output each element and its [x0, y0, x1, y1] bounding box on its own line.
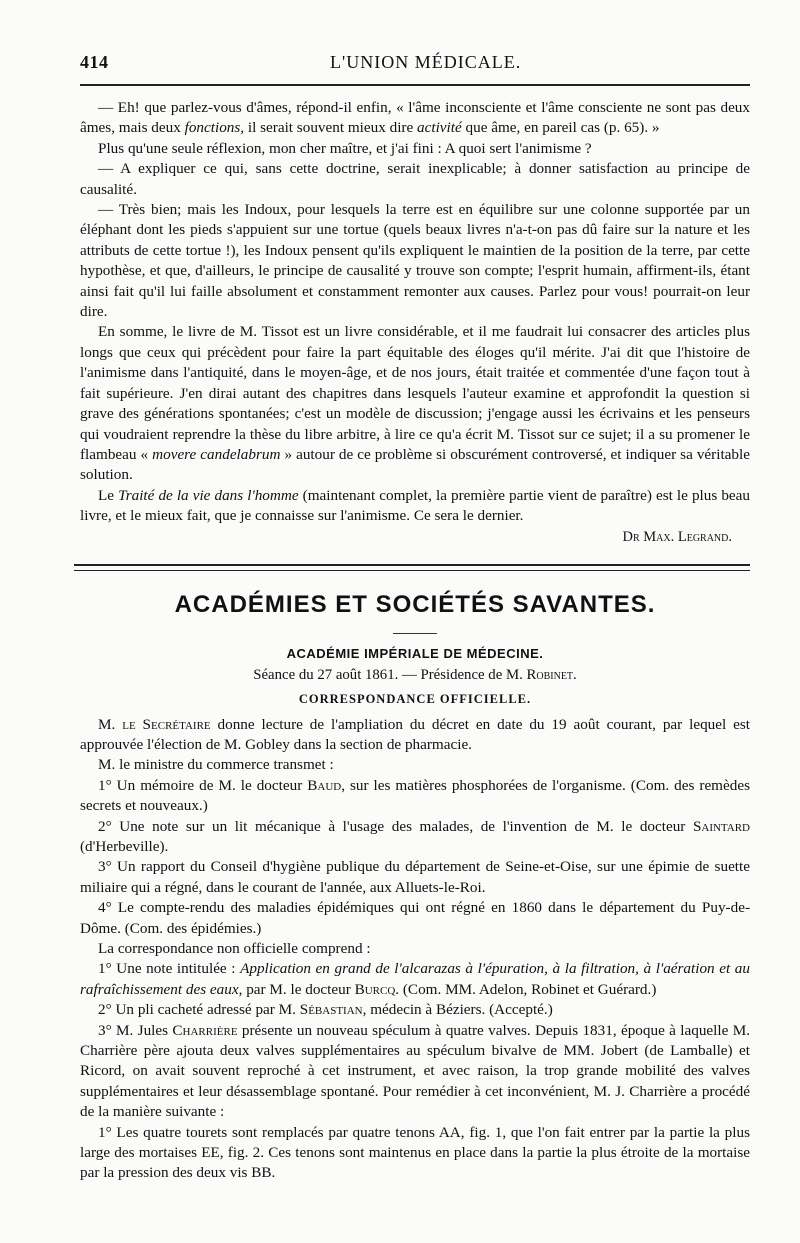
- page-number: 414: [80, 52, 109, 72]
- review-section: [80, 98, 750, 546]
- journal-title: L'UNION MÉDICALE.: [330, 52, 522, 72]
- academy-title: ACADÉMIE IMPÉRIALE DE MÉDECINE.: [286, 645, 544, 661]
- correspondence-item: 2° Une note sur un lit mécanique à l'usage des malades, de l'invention de M. le docteur Saintard (d'Herbeville).: [80, 817, 750, 855]
- correspondence-item: M. le Secrétaire donne lecture de l'ampliation du décret en date du 19 août courant, par lequel est approuvée l'élection de M. Gobley dans la section de pharmacie.: [80, 715, 750, 753]
- review-paragraph-4: — Très bien; mais les Indoux, pour lesquels la terre est en équilibre sur une colonne supportée par un éléphant dont les pieds s'appuient sur une tortue (quels beaux livres n'a-t-on pas dû faire sur la nature et les attributs de cette tortue !), les Indoux pensent qu'ils expliquent le maintien de la position de la terre, par cette hypothèse, et que, d'ailleurs, le principe de causalité y trouve son compte; l'esprit humain, affirment-ils, étant ainsi fait qu'il lui faille absolument et constamment remonter aux causes. Parlez pour vous! pourrait-on leur dire.: [80, 201, 750, 321]
- correspondence-item: 2° Un pli cacheté adressé par M. Sébastian, médecin à Béziers. (Accepté.): [98, 1001, 553, 1019]
- section-title: ACADÉMIES ET SOCIÉTÉS SAVANTES.: [174, 590, 656, 618]
- session-line: Séance du 27 août 1861. — Présidence de M. Robinet.: [253, 666, 577, 683]
- correspondence-item: 1° Une note intitulée : Application en grand de l'alcarazas à l'épuration, à la filtration, à l'aération et au rafraîchissement des eaux, par M. le docteur Burcq. (Com. MM. Adelon, Robinet et Guérard.): [80, 960, 750, 998]
- correspondence-item: 3° Un rapport du Conseil d'hygiène publique du département de Seine-et-Oise, sur une épimie de suette miliaire qui a régné, dans le courant de l'année, aux Alluets-le-Roi.: [80, 858, 750, 896]
- author-signature: Dr Max. Legrand.: [622, 528, 732, 545]
- running-head: [80, 52, 750, 82]
- title-rule: [393, 633, 437, 634]
- correspondence-item: La correspondance non officielle comprend :: [98, 940, 371, 957]
- review-paragraph-6: Le Traité de la vie dans l'homme (maintenant complet, la première partie vient de paraître) est le plus beau livre, et le mieux fait, que je connaisse sur l'animisme. Ce sera le dernier.: [80, 486, 751, 525]
- correspondence-item: 1° Un mémoire de M. le docteur Baud, sur les matières phosphorées de l'organisme. (Com. des remèdes secrets et nouveaux.): [80, 776, 750, 815]
- correspondence-item: 4° Le compte-rendu des maladies épidémiques qui ont régné en 1860 dans le département du Puy-de-Dôme. (Com. des épidémies.): [80, 899, 750, 937]
- header-rule: [80, 84, 750, 86]
- section-divider: [74, 564, 750, 571]
- review-paragraph-3: — A expliquer ce qui, sans cette doctrine, serait inexplicable; à donner satisfaction au principe de causalité.: [80, 160, 750, 198]
- review-paragraph-1: — Eh! que parlez-vous d'âmes, répond-il enfin, « l'âme inconsciente et l'âme consciente ne sont pas deux âmes, mais deux fonctions, il serait souvent mieux dire activité que âme, en pareil cas (p. 65). »: [80, 99, 750, 137]
- correspondence-item: 3° M. Jules Charrière présente un nouveau spéculum à quatre valves. Depuis 1831, époque à laquelle M. Charrière père ajouta deux valves supplémentaires au spéculum bivalve de MM. Jobert (de Lamballe) et Ricord, on avait souvent reproché à cet instrument, et avec raison, la trop grande mobilité des valves supplémentaires et leur désassemblage spontané. Pour remédier à cet inconvénient, M. J. Charrière a procédé de la manière suivante :: [80, 1021, 750, 1121]
- review-paragraph-2: Plus qu'une seule réflexion, mon cher maître, et j'ai fini : A quoi sert l'animisme ?: [98, 139, 592, 157]
- review-paragraph-5: En somme, le livre de M. Tissot est un livre considérable, et il me faudrait lui consacrer des articles plus longs que ceux qui précèdent pour faire la part équitable des éloges qu'il mérite. J'ai dit que l'histoire de l'animisme dans l'antiquité, dans le moyen-âge, et de nos jours, était traitée et commentée d'une façon tout à fait supérieure. J'en dirai autant des chapitres dans lesquels l'auteur examine et approfondit la question si grave des générations spontanées; c'est un modèle de discussion; j'engage aussi les écrivains et les penseurs qui voudraient reprendre la thèse du libre arbitre, à lire ce qu'a écrit M. Tissot sur ce sujet; il a su promener le flambeau « movere candelabrum » autour de ce problème si obscurément controversé, et indiquer sa véritable solution.: [80, 323, 750, 484]
- correspondence-heading: CORRESPONDANCE OFFICIELLE.: [298, 691, 532, 706]
- correspondence-section: [80, 715, 750, 1184]
- correspondence-item: M. le ministre du commerce transmet :: [98, 756, 334, 774]
- correspondence-item: 1° Les quatre tourets sont remplacés par quatre tenons AA, fig. 1, que l'on fait entrer par la partie la plus large des mortaises EE, fig. 2. Ces tenons sont maintenus en place dans la partie la plus étroite de la mortaise par la pression des deux vis BB.: [80, 1123, 750, 1182]
